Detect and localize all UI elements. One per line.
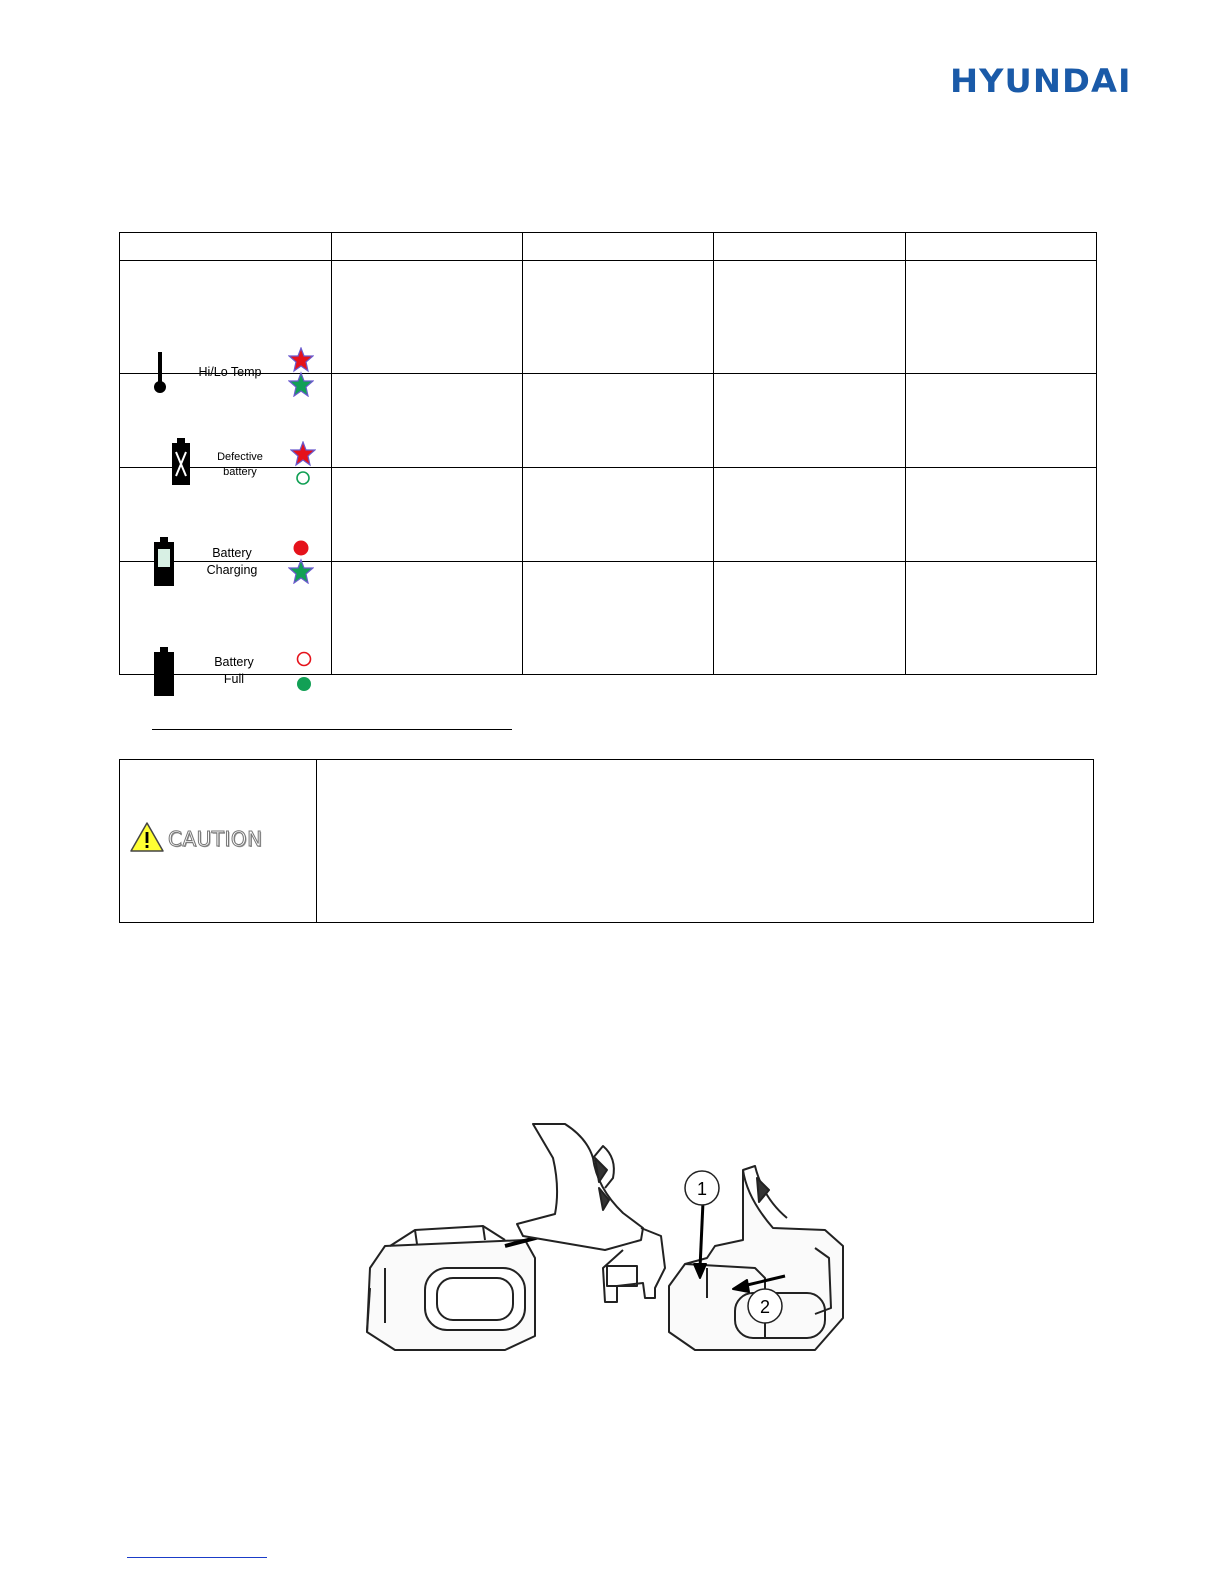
header-cell xyxy=(332,233,523,261)
table-row xyxy=(120,261,1097,374)
status-label: Hi/Lo Temp xyxy=(198,365,262,379)
warning-triangle-icon xyxy=(129,821,165,853)
table-cell xyxy=(332,374,523,468)
thermometer-icon xyxy=(153,352,167,394)
led-indicator-icon xyxy=(293,651,315,695)
footer-link-underline xyxy=(127,1557,267,1558)
table-cell xyxy=(523,261,714,374)
defective-battery-icon xyxy=(171,438,191,486)
led-indicator-icon xyxy=(288,347,314,397)
status-label: Battery Full xyxy=(214,655,254,686)
status-label: Defective battery xyxy=(217,450,263,478)
table-cell xyxy=(332,562,523,675)
caution-label: CAUTION xyxy=(168,827,263,851)
battery-insertion-illustration xyxy=(355,1118,875,1358)
table-cell xyxy=(906,562,1097,675)
caution-label-cell xyxy=(120,760,317,923)
led-indicator-icon xyxy=(290,441,316,485)
table-row xyxy=(120,760,1094,923)
charger-status-table xyxy=(119,232,1097,686)
table-cell xyxy=(332,468,523,562)
callout-1-label: 1 xyxy=(696,1179,708,1199)
table-cell xyxy=(714,468,906,562)
led-indicator-icon xyxy=(288,540,314,584)
section-underline xyxy=(152,729,512,730)
table-cell xyxy=(523,468,714,562)
header-cell xyxy=(906,233,1097,261)
header-cell xyxy=(714,233,906,261)
status-label: Battery Charging xyxy=(206,545,258,577)
charging-battery-icon xyxy=(153,537,175,587)
table-cell xyxy=(523,374,714,468)
table-cell xyxy=(714,261,906,374)
caution-box xyxy=(119,759,1094,923)
table-cell xyxy=(714,374,906,468)
table-cell xyxy=(714,562,906,675)
header-cell xyxy=(523,233,714,261)
status-symbol-cell xyxy=(120,261,332,379)
table-cell xyxy=(332,261,523,374)
table-cell xyxy=(906,261,1097,374)
brand-logo: HYUNDAI xyxy=(950,62,1132,100)
table-cell xyxy=(523,562,714,675)
callout-2-label: 2 xyxy=(759,1297,771,1317)
header-cell xyxy=(120,233,332,261)
full-battery-icon xyxy=(153,647,175,697)
caution-text-cell xyxy=(317,760,1094,923)
table-cell xyxy=(906,374,1097,468)
table-row xyxy=(120,468,1097,562)
table-row xyxy=(120,374,1097,468)
table-cell xyxy=(906,468,1097,562)
table-header-row xyxy=(120,233,1097,261)
